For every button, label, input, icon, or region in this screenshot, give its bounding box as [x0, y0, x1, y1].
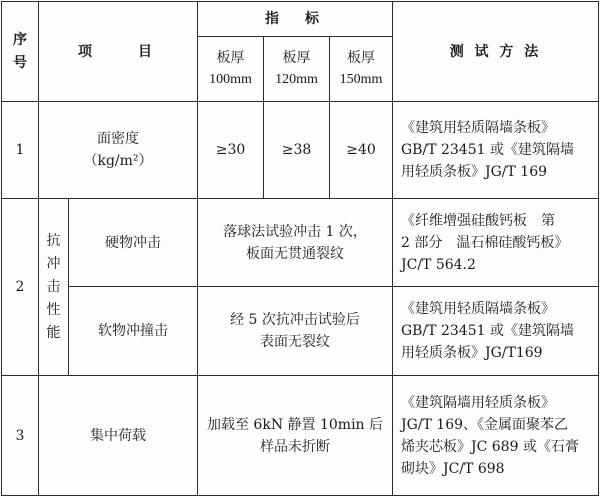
header-thickness-150: 板厚 150mm — [330, 37, 393, 102]
item-area-density: 面密度 （kg/m²） — [39, 102, 198, 199]
header-item: 项 目 — [39, 2, 198, 102]
item-soft-impact: 软物冲撞击 — [69, 287, 198, 376]
indicator-hard-impact: 落球法试验冲击 1 次， 板面无贯通裂纹 — [198, 199, 393, 287]
header-seq: 序号 — [2, 2, 39, 102]
method-hard-impact: 《纤维增强硅酸钙板 第 2 部分 温石棉硅酸钙板》 JC/T 564.2 — [393, 199, 599, 287]
seq-1: 1 — [2, 102, 39, 199]
row-area-density — [2, 102, 599, 199]
header-thickness-100: 板厚 100mm — [198, 37, 264, 102]
seq-2: 2 — [2, 199, 39, 376]
seq-3: 3 — [2, 376, 39, 496]
header-row-1 — [2, 2, 599, 37]
row-hard-impact — [2, 199, 599, 287]
method-area-density: 《建筑用轻质隔墙条板》 GB/T 23451 或《建筑隔墙 用轻质条板》JG/T 169 — [393, 102, 599, 199]
method-concentrated-load: 《建筑隔墙用轻质条板》 JG/T 169、《金属面聚苯乙 烯夹芯板》JC 689 或《石膏 砌块》JC/T 698 — [393, 376, 599, 496]
spec-table — [1, 1, 599, 496]
group-impact-resistance: 抗冲击性能 — [39, 199, 69, 376]
item-concentrated-load: 集中荷载 — [39, 376, 198, 496]
header-method: 测 试 方 法 — [393, 2, 599, 102]
header-thickness-120: 板厚 120mm — [264, 37, 330, 102]
header-indicator: 指 标 — [198, 2, 393, 37]
indicator-concentrated-load: 加载至 6kN 静置 10min 后 样品未折断 — [198, 376, 393, 496]
value-120mm: ≥38 — [264, 102, 330, 199]
row-soft-impact — [2, 287, 599, 376]
value-100mm: ≥30 — [198, 102, 264, 199]
row-concentrated-load — [2, 376, 599, 496]
value-150mm: ≥40 — [330, 102, 393, 199]
method-soft-impact: 《建筑用轻质隔墙条板》 GB/T 23451 或《建筑隔墙 用轻质条板》JG/T169 — [393, 287, 599, 376]
item-hard-impact: 硬物冲击 — [69, 199, 198, 287]
indicator-soft-impact: 经 5 次抗冲击试验后 表面无裂纹 — [198, 287, 393, 376]
